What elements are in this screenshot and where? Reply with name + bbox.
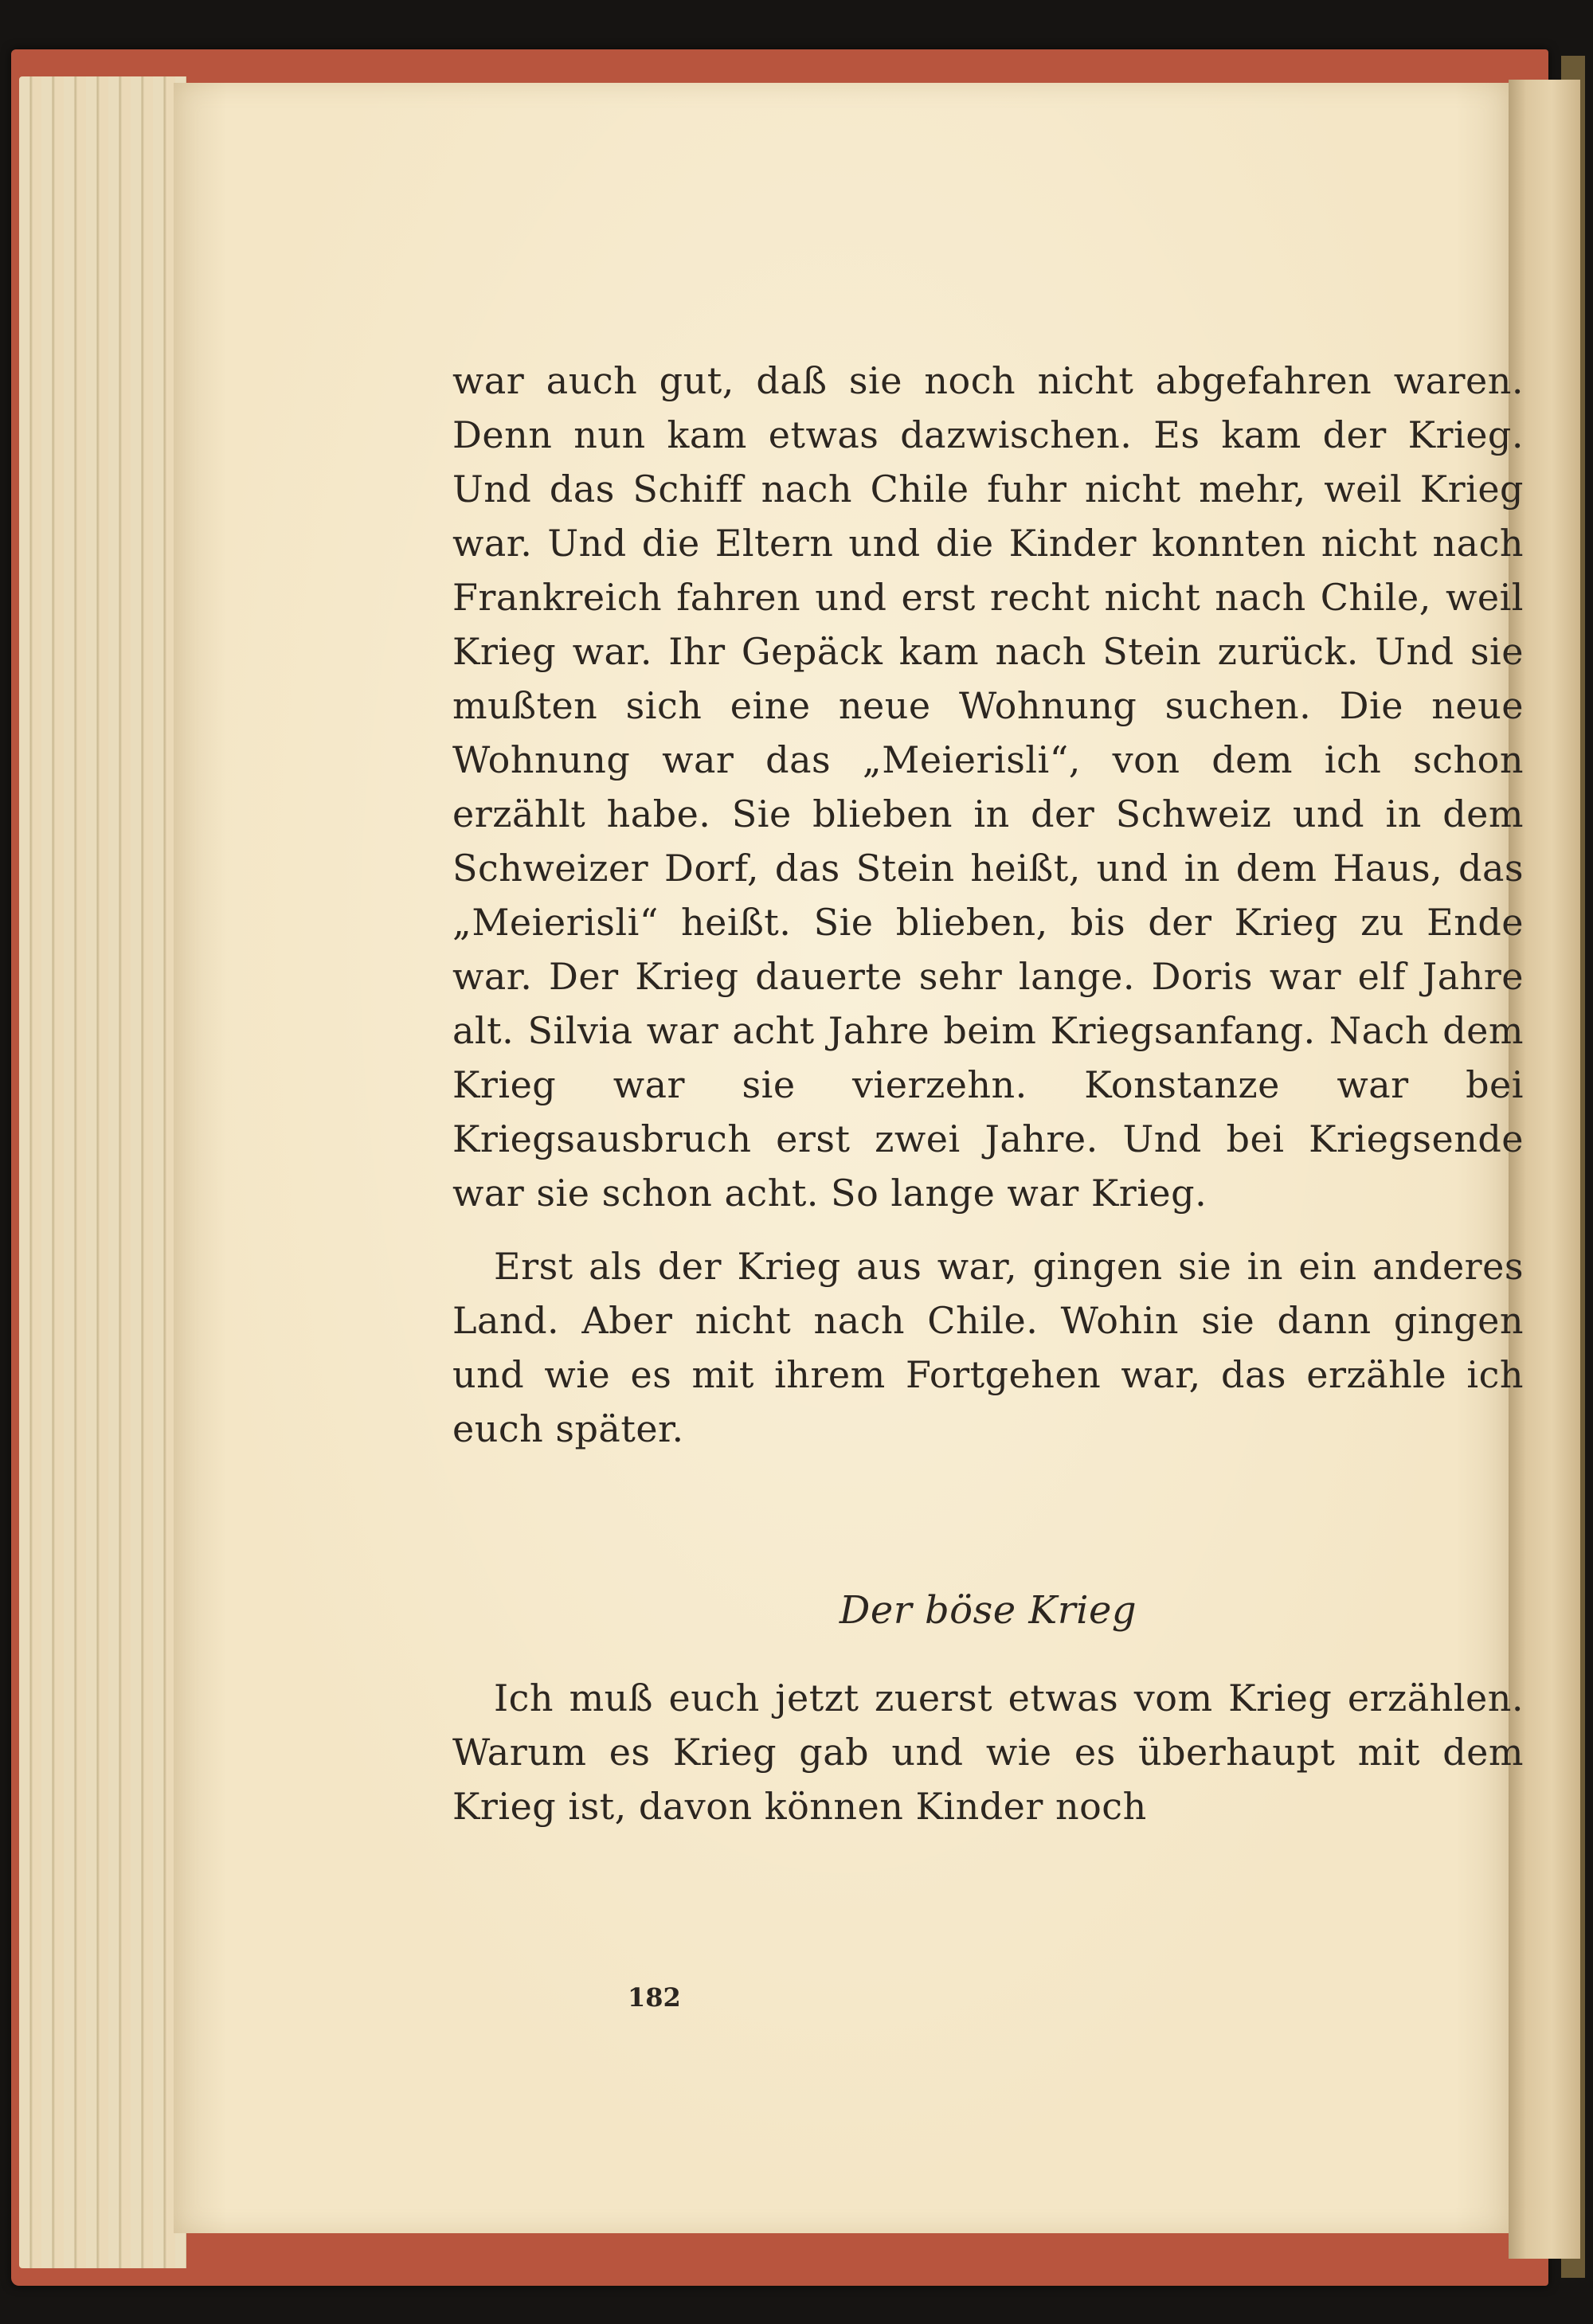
paragraph-3: Ich muß euch jetzt zuerst etwas vom Krieg erzählen. Warum es Krieg gab und wie es überhaupt mit dem Krieg ist, davon können Kinder noch <box>452 1676 1524 1828</box>
chapter-heading: Der böse Krieg <box>839 1588 1137 1633</box>
book-page <box>174 83 1524 2233</box>
paragraph-1: war auch gut, daß sie noch nicht abgefahren waren. Denn nun kam etwas dazwischen. Es kam der Krieg. Und das Schiff nach Chile fuhr nicht mehr, weil Krieg war. Und die Eltern und die Kinder konnten nicht nach Frankreich fahren und erst recht nicht nach Chile, weil Krieg war. Ihr Gepäck kam nach Stein zurück. Und sie mußten sich eine neue Wohnung suchen. Die neue Wohnung war das „Meierisli“, von dem ich schon erzählt habe. Sie blieben in der Schweiz und in dem Schweizer Dorf, das Stein heißt, und in dem Haus, das „Meierisli“ heißt. Sie blieben, bis der Krieg zu Ende war. Der Krieg dauerte sehr lange. Doris war elf Jahre alt. Silvia war acht Jahre beim Kriegsanfang. Nach dem Krieg war sie vierzehn. Konstanze war bei Kriegsausbruch erst zwei Jahre. Und bei Kriegsende war sie schon acht. So lange war Krieg. <box>452 359 1524 1215</box>
page-number: 182 <box>628 1982 681 2013</box>
page-edges <box>19 76 186 2268</box>
paragraph-2: Erst als der Krieg aus war, gingen sie in ein anderes Land. Aber nicht nach Chile. Wohin sie dann gingen und wie es mit ihrem Fortgehen war, das erzähle ich euch später. <box>452 1245 1524 1450</box>
page-text <box>452 354 1524 1833</box>
